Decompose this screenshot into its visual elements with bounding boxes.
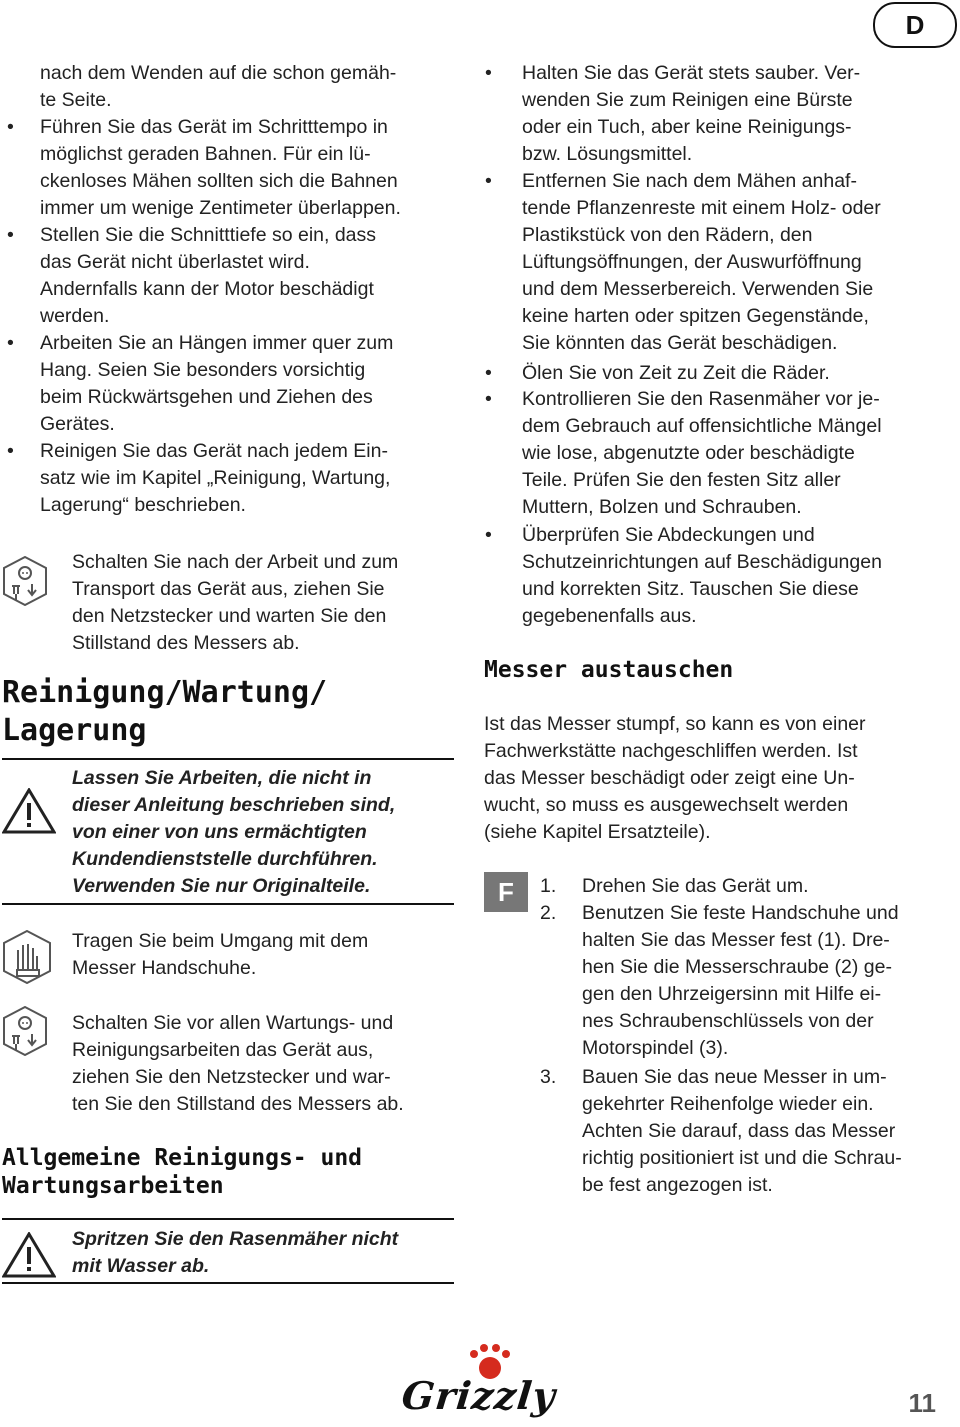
unplug-icon xyxy=(2,556,48,606)
glove-note: Tragen Sie beim Umgang mit dem Messer Handschuhe. xyxy=(72,930,369,979)
unplug-note: Schalten Sie vor allen Wartungs- und Reinigungsarbeiten das Gerät aus, ziehen Sie den Netzstecker und war- ten Sie den Stillstand des Messers ab. xyxy=(72,1012,404,1115)
bullet-icon: • xyxy=(485,170,492,192)
divider xyxy=(2,1282,454,1284)
list-item: • Überprüfen Sie Abdeckungen und Schutzeinrichtungen auf Beschädigungen und korrekten Sitz. Tauschen Sie diese gegebenenfalls aus. xyxy=(485,524,882,627)
figure-reference-badge: F xyxy=(484,872,528,912)
step-number: 2. xyxy=(540,902,557,924)
step-text: Drehen Sie das Gerät um. xyxy=(582,875,809,897)
list-item: • Stellen Sie die Schnitttiefe so ein, dass das Gerät nicht überlastet wird. Andernfalls kann der Motor beschädigt werden. xyxy=(7,224,377,327)
paragraph-continuation: nach dem Wenden auf die schon gemäh- te Seite. xyxy=(40,62,397,111)
list-item: • Arbeiten Sie an Hängen immer quer zum Hang. Seien Sie besonders vorsichtig beim Rückwärtsgehen und Ziehen des Gerätes. xyxy=(7,332,394,435)
bullet-icon: • xyxy=(485,388,492,410)
bullet-icon: • xyxy=(485,362,492,384)
step-number: 1. xyxy=(540,875,557,897)
list-item: • Halten Sie das Gerät stets sauber. Ver- wenden Sie zum Reinigen eine Bürste oder ein Tuch, aber keine Reinigungs- bzw. Lösungsmittel. xyxy=(485,62,861,165)
divider xyxy=(2,903,454,905)
list-item: • Ölen Sie von Zeit zu Zeit die Räder. xyxy=(522,360,952,387)
grizzly-logo xyxy=(399,1342,559,1422)
unplug-icon xyxy=(2,1006,48,1056)
language-badge: D xyxy=(873,2,957,48)
intro-paragraph: Ist das Messer stumpf, so kann es von einer Fachwerkstätte nachgeschliffen werden. Ist das Messer beschädigt oder zeigt eine Un- wucht, so muss es ausgewechselt werden (siehe Kapitel Ersatzteile). xyxy=(484,713,866,843)
step-text: Bauen Sie das neue Messer in um- gekehrter Reihenfolge wieder ein. Achten Sie darauf, dass das Messer richtig positioniert ist und die Schrau- be fest angezogen ist. xyxy=(582,1066,902,1196)
subsection-title: Allgemeine Reinigungs- und Wartungsarbeiten xyxy=(2,1145,363,1199)
warning-note: Lassen Sie Arbeiten, die nicht in dieser Anleitung beschrieben sind, von einer von uns ermächtigten Kundendienststelle durchführen. Verwenden Sie nur Originalteile. xyxy=(72,767,396,897)
divider xyxy=(2,758,454,760)
step-number: 3. xyxy=(540,1066,557,1088)
warning-icon xyxy=(2,788,56,834)
divider xyxy=(2,1218,454,1220)
bullet-icon: • xyxy=(485,62,492,84)
bullet-icon: • xyxy=(7,332,14,354)
bullet-icon: • xyxy=(485,524,492,546)
list-item: • Führen Sie das Gerät im Schritttempo in möglichst geraden Bahnen. Für ein lü- ckenloses Mähen sollten sich die Bahnen immer um wenige Zentimeter überlappen. xyxy=(7,116,401,219)
water-warning: Spritzen Sie den Rasenmäher nicht mit Wasser ab. xyxy=(72,1228,399,1277)
list-item: • Entfernen Sie nach dem Mähen anhaf- tende Pflanzenreste mit einem Holz- oder Plastikstück von den Rädern, den Lüftungsöffnungen, der Auswurföffnung und dem Messerbereich. Verwenden Sie keine harten oder spitzen Gegenstände, Sie könnten das Gerät beschädigen. xyxy=(485,170,881,354)
section-title: Reinigung/Wartung/ Lagerung xyxy=(2,675,328,748)
bullet-icon: • xyxy=(7,116,14,138)
list-item: • Reinigen Sie das Gerät nach jedem Ein- satz wie im Kapitel „Reinigung, Wartung, Lagerung“ beschrieben. xyxy=(7,440,391,516)
page-number: 11 xyxy=(908,1388,936,1418)
step-text: Benutzen Sie feste Handschuhe und halten Sie das Messer fest (1). Dre- hen Sie die Messerschraube (2) ge- gen den Uhrzeigersinn mit Hilfe ei- nes Schraubenschlüssels von der Motorspindel (3). xyxy=(582,902,899,1059)
bullet-icon: • xyxy=(7,440,14,462)
warning-icon xyxy=(2,1232,56,1278)
unplug-note: Schalten Sie nach der Arbeit und zum Transport das Gerät aus, ziehen Sie den Netzstecker und warten Sie den Stillstand des Messers ab. xyxy=(72,551,399,654)
list-item: • Kontrollieren Sie den Rasenmäher vor je- dem Gebrauch auf offensichtliche Mängel wie lose, abgenutzte oder beschädigte Teile. Prüfen Sie den festen Sitz aller Muttern, Bolzen und Schrauben. xyxy=(485,388,882,518)
bullet-icon: • xyxy=(7,224,14,246)
section-title: Messer austauschen xyxy=(484,657,734,683)
logo-text: Grizzly xyxy=(399,1373,559,1418)
glove-icon xyxy=(2,930,52,984)
